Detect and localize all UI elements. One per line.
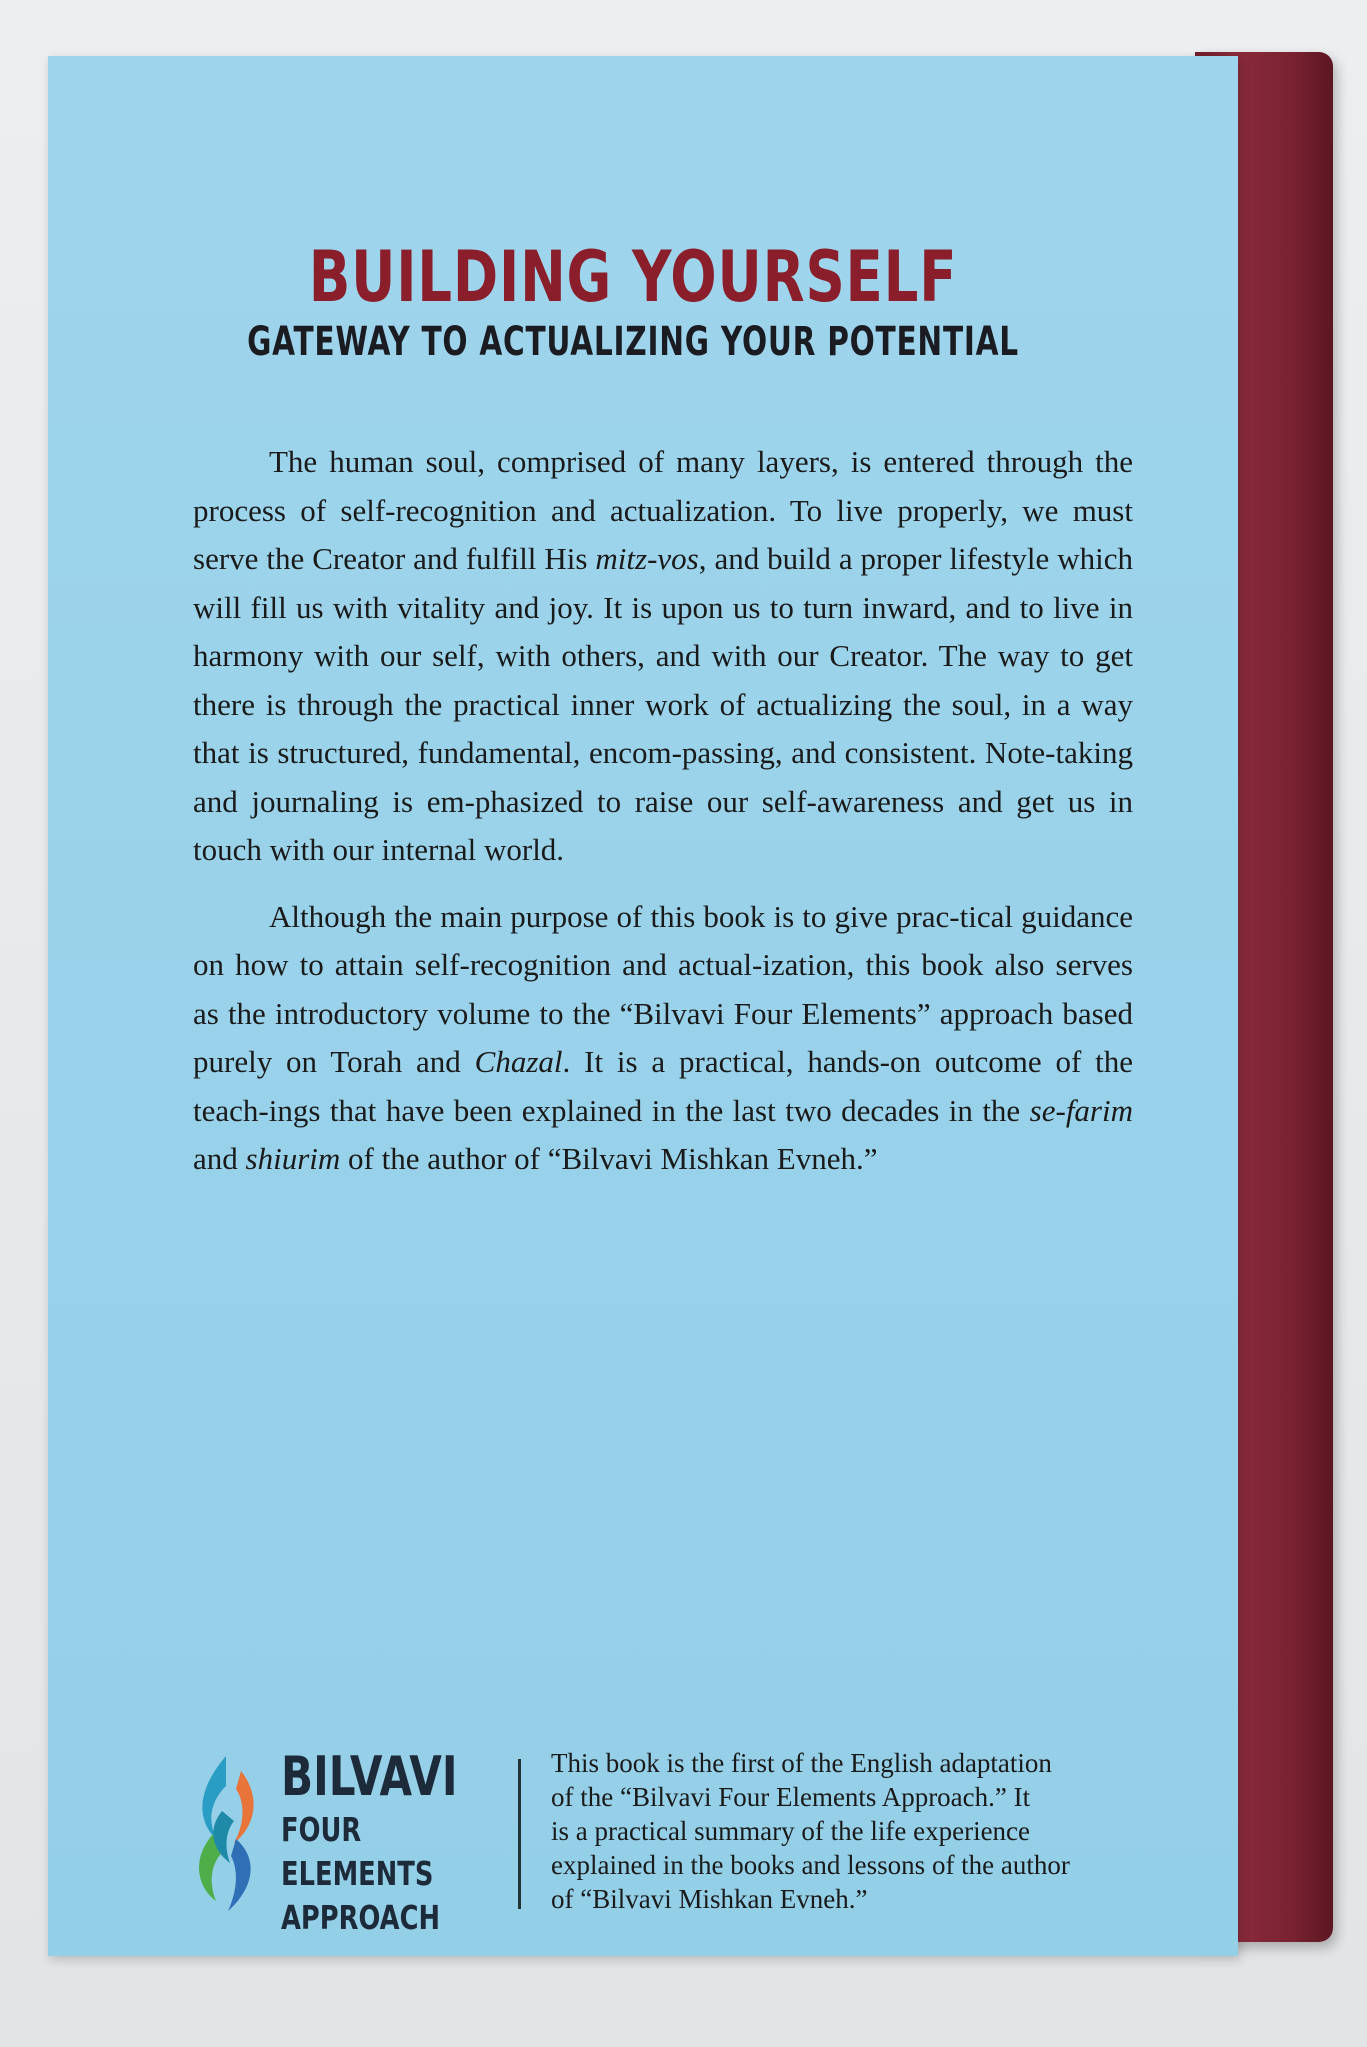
blurb-line: of “Bilvavi Mishkan Evneh.” xyxy=(551,1884,868,1914)
blurb-line: explained in the books and lessons of the author xyxy=(551,1850,1070,1880)
blurb-line: of the “Bilvavi Four Elements Approach.” It xyxy=(551,1782,1031,1812)
logo-line-2: FOUR ELEMENTS xyxy=(281,1810,434,1893)
blurb-line: This book is the first of the English adaptation xyxy=(551,1748,1052,1778)
description-paragraph-2: Although the main purpose of this book is to give prac-tical guidance on how to attain self-recognition and actual-ization, this book also serves as the introductory volume to the “Bilvavi Four Elements” approach based purely on Torah and Chazal. It is a practical, hands-on outcome of the teach-ings that have been explained in the last two decades in the se-farim and shiurim of the author of “Bilvavi Mishkan Evneh.” xyxy=(193,898,1133,1176)
logo-wordmark xyxy=(281,1746,503,1940)
book-subtitle: GATEWAY TO ACTUALIZING YOUR POTENTIAL xyxy=(247,319,1019,365)
publisher-logo xyxy=(186,1745,566,1937)
blurb-line: is a practical summary of the life experience xyxy=(551,1816,1031,1846)
book-back-cover xyxy=(48,56,1238,1956)
logo-line-3: APPROACH xyxy=(281,1898,441,1937)
flame-logo-icon xyxy=(186,1751,266,1916)
logo-divider xyxy=(518,1759,521,1909)
book-title: BUILDING YOURSELF xyxy=(308,236,958,318)
description-paragraph-1: The human soul, comprised of many layers, is entered through the process of self-recognition and actualization. To live properly, we must serve the Creator and fulfill His mitz-vos, and build a proper lifestyle which will fill us with vitality and joy. It is upon us to turn inward, and to live in harmony with our self, with others, and with our Creator. The way to get there is through the practical inner work of actualizing the soul, in a way that is structured, fundamental, encom-passing, and consistent. Note-taking and journaling is em-phasized to raise our self-awareness and get us in touch with our internal world. xyxy=(193,444,1133,867)
logo-line-1: BILVAVI xyxy=(281,1745,458,1808)
cover-description xyxy=(193,438,1133,1202)
series-blurb xyxy=(551,1746,1171,1916)
